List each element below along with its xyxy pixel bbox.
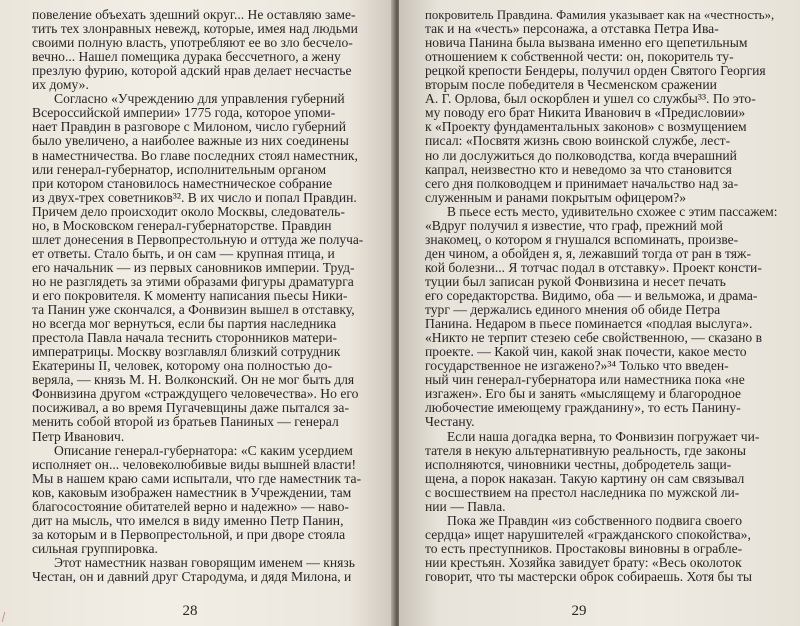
text-line: Пока же Правдин «из собственного подвига своего [447, 512, 743, 528]
text-line: его начальник — из первых сановников империи. Труд- [32, 259, 355, 275]
text-line: му поводу его брат Никита Иванович в «Предисловии» [425, 105, 746, 121]
text-line: дит на мысль, что имелся в виду именно Петр Панин, [32, 512, 344, 528]
text-line: его соредакторства. Видимо, оба — и вельможа, и драма- [425, 288, 758, 303]
text-line: исполняет он... человеколюбивые виды вышней власти! [32, 456, 356, 472]
text-line: ный чин генерал-губернатора или наместника пока «не [425, 372, 745, 388]
text-line: то есть преступников. Простаковы виновны в ограбле- [425, 540, 743, 556]
text-line: но всегда мог вернуться, если бы партия наследника [32, 316, 337, 332]
text-line: но не разглядеть за этими образами фигуры драматурга [32, 273, 354, 289]
text-line: новича Панина была вызвана именно его щепетильным [425, 35, 748, 51]
corner-mark [2, 612, 12, 622]
text-line: тург — держались единого мнения об обиде Петра [425, 302, 721, 318]
text-line: капрал, неизвестно кто и неведомо за что становится [425, 161, 732, 177]
text-line: знакомец, о котором я гнушался вспоминать, произве- [425, 231, 739, 247]
text-line: при котором становилось наместническое собрание [32, 175, 333, 191]
text-line: Честану. [425, 414, 475, 430]
text-line: и его покровителя. К моменту написания пьесы Ники- [32, 288, 348, 303]
text-line: Описание генерал-губернатора: «С каким усердием [54, 442, 353, 458]
text-line: вторым после победителя в Чесменском сражении [425, 77, 717, 93]
text-line: кой болезни... Я тотчас подал в отставку». Проект консти- [425, 259, 762, 275]
text-line: ков, каковым изображен наместник в Учреждении, там [32, 484, 352, 500]
text-line: изгажен». Его бы и занять «мыслящему и благородное [425, 386, 742, 402]
text-line: нает Правдин в разговоре с Милоном, число губерний [32, 119, 346, 135]
text-line: нии крестьян. Хозяйка завидует брату: «Весь околоток [425, 554, 742, 570]
text-line: своими полную власть, употребляют ее во зло бесчело- [32, 35, 353, 51]
text-line: тателя в некую альтернативную реальность, где законы [425, 442, 746, 458]
text-line: та Панин уже скончался, а Фонвизин вышел в отставку, [32, 302, 355, 318]
text-line: «Никто не терпит стезею себе свойственною, — сказано в [425, 330, 762, 346]
text-line: государственное не изгажено?»³⁴ Только что введен- [425, 358, 729, 374]
text-line: проекте. — Какой чин, какой знак почести, какое место [425, 344, 747, 360]
text-line: посиживал, а во время Пугачевщины даже пытался за- [32, 400, 349, 416]
text-line: тить тех злонравных невежд, которые, имея над людьми [32, 21, 358, 37]
text-line: их дому». [32, 77, 89, 93]
text-line: Всероссийской империи» 1775 года, которое упоми- [32, 105, 336, 121]
text-line: рецкой крепости Бендеры, получил орден Святого Георгия [425, 63, 766, 79]
text-line: сильная группировка. [32, 540, 158, 556]
text-line: Согласно «Учреждению для управления губерний [54, 91, 345, 107]
text-line: Фонвизина другом «страждущего человечества». Но его [32, 386, 359, 402]
text-line: нии — Павла. [425, 498, 506, 514]
text-line: менить собой второй из братьев Паниных — генерал [32, 414, 339, 430]
text-line: веряла, — князь М. Н. Волконский. Он не мог быть для [32, 372, 355, 388]
text-line: сердца» ищет нарушителей «гражданского спокойства», [425, 526, 751, 542]
text-line: императрицы. Москву возглавлял близкий сотрудник [32, 344, 341, 360]
text-line: покровитель Правдина. Фамилия указывает как на «честность», [425, 8, 775, 22]
text-line: Честан, он и давний друг Стародума, и дядя Милона, и [32, 569, 352, 584]
text-line: «Вдруг получил я известие, что граф, прежний мой [425, 217, 723, 233]
left-page [0, 0, 395, 626]
text-line: презлую фурию, которой адский нрав делает несчастье [32, 63, 352, 79]
text-line: исполняются, чиновники честны, добродетель защи- [425, 456, 732, 472]
right-page [399, 0, 800, 626]
text-line: ден чином, а обойден я, я, лежавший тогда от ран в тяж- [425, 245, 751, 261]
text-line: но, в Московском генерал-губернаторстве. Правдин [32, 217, 332, 233]
text-line: из двух-трех советников³². В их число и попал Правдин. [32, 189, 357, 205]
page-number: 29 [571, 603, 587, 619]
text-line: с восшествием на престол наследника по мужской ли- [425, 484, 740, 500]
text-line: Этот наместник назван говорящим именем — князь [54, 554, 355, 570]
text-line: щена, а порок наказан. Такую картину он сам связывал [425, 470, 745, 486]
text-line: Петр Иванович. [32, 428, 125, 444]
text-line: туции был записан рукой Фонвизина и несет печать [425, 273, 726, 289]
text-line: Мы в нашем краю сами испытали, что где наместник та- [32, 470, 362, 486]
text-line: любочестие имеющему гражданину», то есть Панину- [425, 400, 741, 416]
text-line: Екатерины II, человек, которому она полностью до- [32, 358, 333, 374]
text-line: отношением к собственной чести: он, покоритель ту- [425, 49, 734, 65]
text-line: писал: «Посвятя жизнь свою воинской службе, лест- [425, 133, 731, 149]
text-line: но ли дослужиться до полководства, когда вчерашний [425, 147, 737, 163]
text-line: было увеличено, а наиболее важные из них соединены [32, 133, 349, 149]
text-line: за которым и в Первопрестольной, и при дворе стояла [32, 526, 346, 542]
text-line: или генерал-губернатор, исполнительным органом [32, 161, 327, 177]
text-line: служенным и ранами покрытым офицером?» [425, 189, 687, 205]
page-number: 28 [182, 603, 198, 619]
text-line: говорит, что ты мастерски оброк собираешь. Хотя бы ты [425, 569, 753, 584]
text-line: сего дня полководцем и принимает начальство над за- [425, 175, 739, 191]
text-line: так и на «честь» персонажа, а отставка Петра Ива- [425, 21, 719, 37]
text-line: вечно... Нашел помещика дурака бессчетного, а жену [32, 49, 341, 65]
text-line: Причем дело происходит около Москвы, следователь- [32, 203, 345, 219]
text-line: А. Г. Орлова, был оскорблен и ушел со службы³³. По это- [425, 91, 756, 107]
text-line: Панина. Недаром в пьесе поминается «подлая выслуга». [425, 316, 753, 332]
text-line: благосостояние обитателей верно и надежно» — наво- [32, 498, 349, 514]
text-line: к «Проекту фундаментальных законов» с возмущением [425, 119, 747, 135]
text-line: Если наша догадка верна, то Фонвизин погружает чи- [447, 428, 760, 444]
text-line: престола Павла начала теснить сторонников матери- [32, 330, 338, 346]
text-line: шлет донесения в Первопрестольную и оттуда же получа- [32, 231, 364, 247]
text-line: В пьесе есть место, удивительно схожее с этим пассажем: [447, 203, 778, 219]
text-line: повеление объехать здешний округ... Не оставляю заме- [32, 7, 356, 22]
text-line: ет ответы. Стало быть, и он сам — крупная птица, и [32, 245, 335, 261]
text-line: в наместничества. Во главе последних стоял наместник, [32, 147, 358, 163]
